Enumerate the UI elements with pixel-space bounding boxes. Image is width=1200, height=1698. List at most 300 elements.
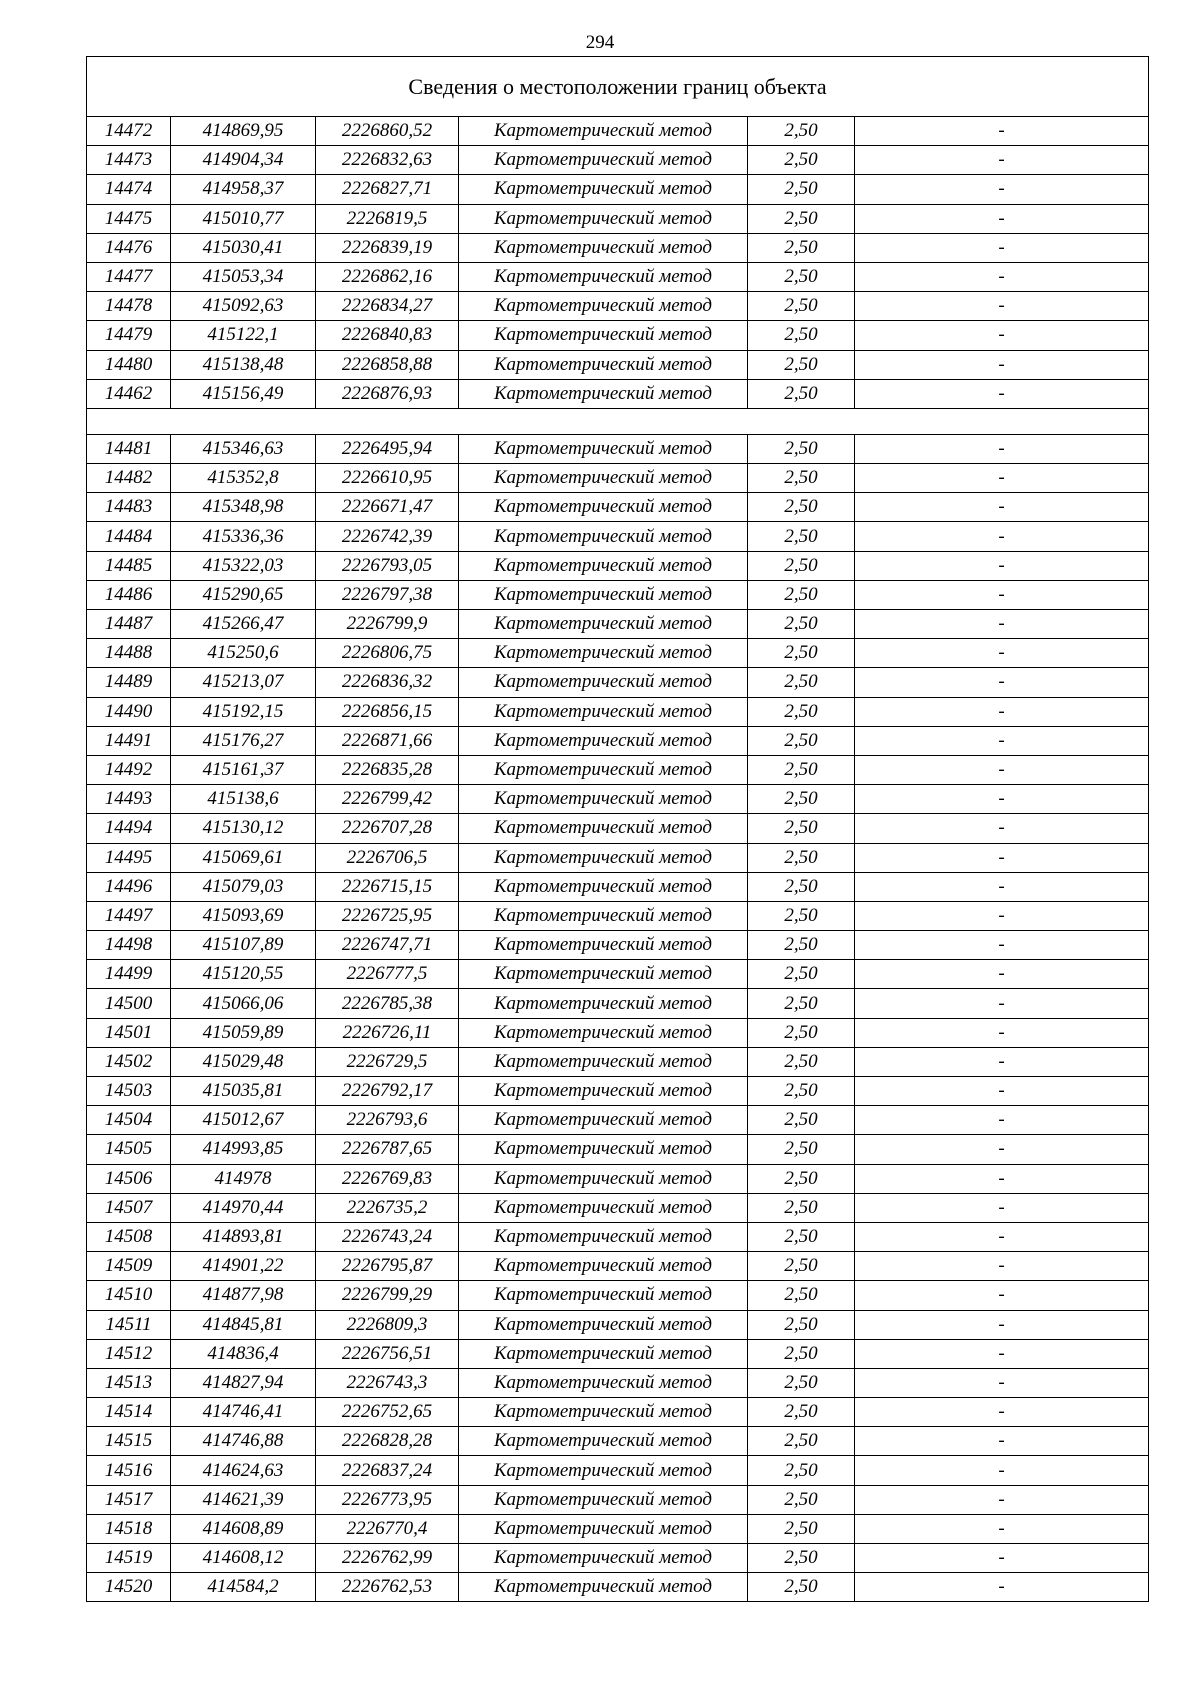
point-number-cell: 14488 — [87, 639, 171, 668]
accuracy-cell: 2,50 — [748, 755, 855, 784]
table-title: Сведения о местоположении границ объекта — [87, 57, 1149, 117]
coord-x-cell: 415336,36 — [171, 522, 316, 551]
method-cell: Картометрический метод — [459, 726, 748, 755]
coord-x-cell: 415346,63 — [171, 434, 316, 463]
method-cell: Картометрический метод — [459, 493, 748, 522]
point-number-cell: 14495 — [87, 843, 171, 872]
accuracy-cell: 2,50 — [748, 1135, 855, 1164]
point-number-cell: 14485 — [87, 551, 171, 580]
description-cell: - — [855, 1193, 1149, 1222]
method-cell: Картометрический метод — [459, 350, 748, 379]
method-cell: Картометрический метод — [459, 872, 748, 901]
accuracy-cell: 2,50 — [748, 146, 855, 175]
accuracy-cell: 2,50 — [748, 262, 855, 291]
point-number-cell: 14512 — [87, 1339, 171, 1368]
accuracy-cell: 2,50 — [748, 1368, 855, 1397]
accuracy-cell: 2,50 — [748, 1339, 855, 1368]
coord-y-cell: 2226819,5 — [316, 204, 459, 233]
coord-x-cell: 415122,1 — [171, 321, 316, 350]
point-number-cell: 14489 — [87, 668, 171, 697]
description-cell: - — [855, 146, 1149, 175]
description-cell: - — [855, 204, 1149, 233]
coord-x-cell: 414836,4 — [171, 1339, 316, 1368]
coord-x-cell: 415290,65 — [171, 580, 316, 609]
coord-y-cell: 2226610,95 — [316, 464, 459, 493]
table-row — [87, 1193, 1149, 1222]
table-row — [87, 1427, 1149, 1456]
description-cell: - — [855, 233, 1149, 262]
point-number-cell: 14494 — [87, 814, 171, 843]
accuracy-cell: 2,50 — [748, 639, 855, 668]
table-row — [87, 350, 1149, 379]
coord-y-cell: 2226495,94 — [316, 434, 459, 463]
accuracy-cell: 2,50 — [748, 175, 855, 204]
point-number-cell: 14497 — [87, 901, 171, 930]
coord-x-cell: 415130,12 — [171, 814, 316, 843]
accuracy-cell: 2,50 — [748, 379, 855, 408]
table-row — [87, 901, 1149, 930]
table-row — [87, 1164, 1149, 1193]
table-row — [87, 233, 1149, 262]
coord-y-cell: 2226856,15 — [316, 697, 459, 726]
description-cell: - — [855, 843, 1149, 872]
table-row — [87, 639, 1149, 668]
coord-x-cell: 414904,34 — [171, 146, 316, 175]
coord-x-cell: 415322,03 — [171, 551, 316, 580]
accuracy-cell: 2,50 — [748, 117, 855, 146]
point-number-cell: 14476 — [87, 233, 171, 262]
accuracy-cell: 2,50 — [748, 931, 855, 960]
accuracy-cell: 2,50 — [748, 1164, 855, 1193]
method-cell: Картометрический метод — [459, 551, 748, 580]
description-cell: - — [855, 931, 1149, 960]
point-number-cell: 14520 — [87, 1573, 171, 1602]
point-number-cell: 14462 — [87, 379, 171, 408]
coord-y-cell: 2226770,4 — [316, 1514, 459, 1543]
coord-y-cell: 2226747,71 — [316, 931, 459, 960]
method-cell: Картометрический метод — [459, 931, 748, 960]
description-cell: - — [855, 1164, 1149, 1193]
point-number-cell: 14480 — [87, 350, 171, 379]
point-number-cell: 14517 — [87, 1485, 171, 1514]
method-cell: Картометрический метод — [459, 901, 748, 930]
point-number-cell: 14500 — [87, 989, 171, 1018]
coord-y-cell: 2226793,6 — [316, 1106, 459, 1135]
coord-x-cell: 415107,89 — [171, 931, 316, 960]
coord-x-cell: 415059,89 — [171, 1018, 316, 1047]
page-number: 294 — [585, 32, 615, 53]
description-cell: - — [855, 989, 1149, 1018]
table-row — [87, 1456, 1149, 1485]
accuracy-cell: 2,50 — [748, 1310, 855, 1339]
method-cell: Картометрический метод — [459, 1368, 748, 1397]
point-number-cell: 14498 — [87, 931, 171, 960]
coord-y-cell: 2226752,65 — [316, 1398, 459, 1427]
accuracy-cell: 2,50 — [748, 1193, 855, 1222]
coord-x-cell: 415035,81 — [171, 1077, 316, 1106]
table-row — [87, 321, 1149, 350]
description-cell: - — [855, 1339, 1149, 1368]
coord-y-cell: 2226799,29 — [316, 1281, 459, 1310]
description-cell: - — [855, 785, 1149, 814]
description-cell: - — [855, 522, 1149, 551]
description-cell: - — [855, 262, 1149, 291]
table-row — [87, 175, 1149, 204]
description-cell: - — [855, 1106, 1149, 1135]
point-number-cell: 14511 — [87, 1310, 171, 1339]
point-number-cell: 14477 — [87, 262, 171, 291]
accuracy-cell: 2,50 — [748, 697, 855, 726]
coord-y-cell: 2226725,95 — [316, 901, 459, 930]
coord-y-cell: 2226773,95 — [316, 1485, 459, 1514]
table-row — [87, 551, 1149, 580]
method-cell: Картометрический метод — [459, 1018, 748, 1047]
accuracy-cell: 2,50 — [748, 1485, 855, 1514]
coord-x-cell: 414746,41 — [171, 1398, 316, 1427]
method-cell: Картометрический метод — [459, 668, 748, 697]
description-cell: - — [855, 1514, 1149, 1543]
accuracy-cell: 2,50 — [748, 1047, 855, 1076]
table-row — [87, 1485, 1149, 1514]
method-cell: Картометрический метод — [459, 1106, 748, 1135]
table-row — [87, 1398, 1149, 1427]
table-row — [87, 755, 1149, 784]
coord-y-cell: 2226715,15 — [316, 872, 459, 901]
coord-y-cell: 2226743,3 — [316, 1368, 459, 1397]
coord-x-cell: 414893,81 — [171, 1222, 316, 1251]
description-cell: - — [855, 1077, 1149, 1106]
accuracy-cell: 2,50 — [748, 1398, 855, 1427]
coord-x-cell: 414869,95 — [171, 117, 316, 146]
method-cell: Картометрический метод — [459, 1252, 748, 1281]
point-number-cell: 14496 — [87, 872, 171, 901]
accuracy-cell: 2,50 — [748, 785, 855, 814]
coord-y-cell: 2226762,53 — [316, 1573, 459, 1602]
method-cell: Картометрический метод — [459, 1281, 748, 1310]
coord-y-cell: 2226834,27 — [316, 292, 459, 321]
point-number-cell: 14493 — [87, 785, 171, 814]
coord-y-cell: 2226862,16 — [316, 262, 459, 291]
point-number-cell: 14481 — [87, 434, 171, 463]
description-cell: - — [855, 175, 1149, 204]
point-number-cell: 14515 — [87, 1427, 171, 1456]
method-cell: Картометрический метод — [459, 1544, 748, 1573]
coord-x-cell: 415029,48 — [171, 1047, 316, 1076]
accuracy-cell: 2,50 — [748, 668, 855, 697]
coord-x-cell: 415069,61 — [171, 843, 316, 872]
accuracy-cell: 2,50 — [748, 350, 855, 379]
table-row — [87, 146, 1149, 175]
table-row — [87, 464, 1149, 493]
method-cell: Картометрический метод — [459, 843, 748, 872]
accuracy-cell: 2,50 — [748, 843, 855, 872]
coord-x-cell: 415213,07 — [171, 668, 316, 697]
point-number-cell: 14501 — [87, 1018, 171, 1047]
point-number-cell: 14505 — [87, 1135, 171, 1164]
table-row — [87, 204, 1149, 233]
table-row — [87, 610, 1149, 639]
description-cell: - — [855, 434, 1149, 463]
accuracy-cell: 2,50 — [748, 1252, 855, 1281]
coord-x-cell: 415010,77 — [171, 204, 316, 233]
method-cell: Картометрический метод — [459, 1135, 748, 1164]
point-number-cell: 14492 — [87, 755, 171, 784]
coord-y-cell: 2226671,47 — [316, 493, 459, 522]
coord-y-cell: 2226743,24 — [316, 1222, 459, 1251]
table-row — [87, 668, 1149, 697]
accuracy-cell: 2,50 — [748, 204, 855, 233]
method-cell: Картометрический метод — [459, 321, 748, 350]
point-number-cell: 14499 — [87, 960, 171, 989]
description-cell: - — [855, 1368, 1149, 1397]
table-row — [87, 434, 1149, 463]
accuracy-cell: 2,50 — [748, 551, 855, 580]
description-cell: - — [855, 379, 1149, 408]
point-number-cell: 14491 — [87, 726, 171, 755]
coord-x-cell: 415348,98 — [171, 493, 316, 522]
coord-y-cell: 2226797,38 — [316, 580, 459, 609]
accuracy-cell: 2,50 — [748, 1077, 855, 1106]
table-row — [87, 1252, 1149, 1281]
accuracy-cell: 2,50 — [748, 872, 855, 901]
method-cell: Картометрический метод — [459, 1456, 748, 1485]
description-cell: - — [855, 960, 1149, 989]
coord-x-cell: 414584,2 — [171, 1573, 316, 1602]
method-cell: Картометрический метод — [459, 379, 748, 408]
description-cell: - — [855, 755, 1149, 784]
table-row — [87, 785, 1149, 814]
point-number-cell: 14508 — [87, 1222, 171, 1251]
accuracy-cell: 2,50 — [748, 493, 855, 522]
table-row — [87, 292, 1149, 321]
coord-x-cell: 414970,44 — [171, 1193, 316, 1222]
accuracy-cell: 2,50 — [748, 292, 855, 321]
accuracy-cell: 2,50 — [748, 1018, 855, 1047]
point-number-cell: 14486 — [87, 580, 171, 609]
coord-y-cell: 2226777,5 — [316, 960, 459, 989]
table-row — [87, 262, 1149, 291]
method-cell: Картометрический метод — [459, 434, 748, 463]
method-cell: Картометрический метод — [459, 1164, 748, 1193]
coord-x-cell: 414901,22 — [171, 1252, 316, 1281]
coord-x-cell: 414624,63 — [171, 1456, 316, 1485]
method-cell: Картометрический метод — [459, 522, 748, 551]
coord-y-cell: 2226871,66 — [316, 726, 459, 755]
table-row — [87, 1281, 1149, 1310]
description-cell: - — [855, 1398, 1149, 1427]
coord-y-cell: 2226832,63 — [316, 146, 459, 175]
contour-separator — [87, 408, 1149, 434]
method-cell: Картометрический метод — [459, 262, 748, 291]
coord-x-cell: 414877,98 — [171, 1281, 316, 1310]
accuracy-cell: 2,50 — [748, 1514, 855, 1543]
description-cell: - — [855, 1310, 1149, 1339]
contour-separator-row — [87, 408, 1149, 434]
coord-x-cell: 415250,6 — [171, 639, 316, 668]
method-cell: Картометрический метод — [459, 146, 748, 175]
point-number-cell: 14472 — [87, 117, 171, 146]
table-row — [87, 1135, 1149, 1164]
accuracy-cell: 2,50 — [748, 1544, 855, 1573]
table-row — [87, 522, 1149, 551]
method-cell: Картометрический метод — [459, 292, 748, 321]
coord-y-cell: 2226707,28 — [316, 814, 459, 843]
description-cell: - — [855, 1252, 1149, 1281]
table-row — [87, 989, 1149, 1018]
table-row — [87, 1077, 1149, 1106]
table-row — [87, 960, 1149, 989]
coord-y-cell: 2226837,24 — [316, 1456, 459, 1485]
point-number-cell: 14513 — [87, 1368, 171, 1397]
method-cell: Картометрический метод — [459, 639, 748, 668]
method-cell: Картометрический метод — [459, 697, 748, 726]
coord-x-cell: 415176,27 — [171, 726, 316, 755]
accuracy-cell: 2,50 — [748, 989, 855, 1018]
boundary-coordinates-table — [86, 56, 1149, 1602]
method-cell: Картометрический метод — [459, 1514, 748, 1543]
point-number-cell: 14474 — [87, 175, 171, 204]
coord-x-cell: 415053,34 — [171, 262, 316, 291]
accuracy-cell: 2,50 — [748, 1222, 855, 1251]
description-cell: - — [855, 726, 1149, 755]
coord-x-cell: 415012,67 — [171, 1106, 316, 1135]
coord-x-cell: 414746,88 — [171, 1427, 316, 1456]
description-cell: - — [855, 1573, 1149, 1602]
table-row — [87, 843, 1149, 872]
method-cell: Картометрический метод — [459, 814, 748, 843]
description-cell: - — [855, 697, 1149, 726]
coord-x-cell: 415156,49 — [171, 379, 316, 408]
coord-x-cell: 414845,81 — [171, 1310, 316, 1339]
method-cell: Картометрический метод — [459, 1222, 748, 1251]
accuracy-cell: 2,50 — [748, 233, 855, 262]
coord-x-cell: 415092,63 — [171, 292, 316, 321]
table-title-row — [87, 57, 1149, 117]
method-cell: Картометрический метод — [459, 785, 748, 814]
description-cell: - — [855, 610, 1149, 639]
accuracy-cell: 2,50 — [748, 1456, 855, 1485]
description-cell: - — [855, 292, 1149, 321]
coord-x-cell: 415192,15 — [171, 697, 316, 726]
coord-x-cell: 415161,37 — [171, 755, 316, 784]
coord-x-cell: 414608,89 — [171, 1514, 316, 1543]
method-cell: Картометрический метод — [459, 1193, 748, 1222]
coord-x-cell: 415138,48 — [171, 350, 316, 379]
accuracy-cell: 2,50 — [748, 522, 855, 551]
method-cell: Картометрический метод — [459, 580, 748, 609]
description-cell: - — [855, 321, 1149, 350]
description-cell: - — [855, 1222, 1149, 1251]
table-row — [87, 697, 1149, 726]
point-number-cell: 14483 — [87, 493, 171, 522]
coord-x-cell: 414993,85 — [171, 1135, 316, 1164]
coord-y-cell: 2226706,5 — [316, 843, 459, 872]
description-cell: - — [855, 551, 1149, 580]
coord-x-cell: 415093,69 — [171, 901, 316, 930]
table-row — [87, 1310, 1149, 1339]
accuracy-cell: 2,50 — [748, 464, 855, 493]
table-row — [87, 814, 1149, 843]
table-row — [87, 872, 1149, 901]
coord-y-cell: 2226795,87 — [316, 1252, 459, 1281]
description-cell: - — [855, 493, 1149, 522]
description-cell: - — [855, 350, 1149, 379]
method-cell: Картометрический метод — [459, 464, 748, 493]
coord-x-cell: 414608,12 — [171, 1544, 316, 1573]
method-cell: Картометрический метод — [459, 1077, 748, 1106]
point-number-cell: 14479 — [87, 321, 171, 350]
point-number-cell: 14507 — [87, 1193, 171, 1222]
point-number-cell: 14473 — [87, 146, 171, 175]
point-number-cell: 14516 — [87, 1456, 171, 1485]
coord-y-cell: 2226840,83 — [316, 321, 459, 350]
point-number-cell: 14490 — [87, 697, 171, 726]
method-cell: Картометрический метод — [459, 175, 748, 204]
coord-y-cell: 2226836,32 — [316, 668, 459, 697]
table-row — [87, 1047, 1149, 1076]
coord-y-cell: 2226729,5 — [316, 1047, 459, 1076]
point-number-cell: 14506 — [87, 1164, 171, 1193]
description-cell: - — [855, 117, 1149, 146]
method-cell: Картометрический метод — [459, 610, 748, 639]
table-body — [87, 57, 1149, 1602]
description-cell: - — [855, 1485, 1149, 1514]
method-cell: Картометрический метод — [459, 117, 748, 146]
point-number-cell: 14514 — [87, 1398, 171, 1427]
accuracy-cell: 2,50 — [748, 610, 855, 639]
method-cell: Картометрический метод — [459, 989, 748, 1018]
table-row — [87, 580, 1149, 609]
coord-y-cell: 2226769,83 — [316, 1164, 459, 1193]
coord-x-cell: 415138,6 — [171, 785, 316, 814]
point-number-cell: 14503 — [87, 1077, 171, 1106]
description-cell: - — [855, 639, 1149, 668]
coord-x-cell: 414958,37 — [171, 175, 316, 204]
description-cell: - — [855, 1281, 1149, 1310]
description-cell: - — [855, 1018, 1149, 1047]
table-row — [87, 1339, 1149, 1368]
method-cell: Картометрический метод — [459, 1485, 748, 1514]
coord-x-cell: 415079,03 — [171, 872, 316, 901]
coord-y-cell: 2226839,19 — [316, 233, 459, 262]
accuracy-cell: 2,50 — [748, 901, 855, 930]
accuracy-cell: 2,50 — [748, 1281, 855, 1310]
coord-y-cell: 2226762,99 — [316, 1544, 459, 1573]
method-cell: Картометрический метод — [459, 1573, 748, 1602]
accuracy-cell: 2,50 — [748, 321, 855, 350]
table-row — [87, 1544, 1149, 1573]
coord-y-cell: 2226792,17 — [316, 1077, 459, 1106]
description-cell: - — [855, 901, 1149, 930]
accuracy-cell: 2,50 — [748, 814, 855, 843]
coord-y-cell: 2226809,3 — [316, 1310, 459, 1339]
accuracy-cell: 2,50 — [748, 1573, 855, 1602]
method-cell: Картометрический метод — [459, 1339, 748, 1368]
accuracy-cell: 2,50 — [748, 726, 855, 755]
table-row — [87, 117, 1149, 146]
table-row — [87, 493, 1149, 522]
point-number-cell: 14509 — [87, 1252, 171, 1281]
description-cell: - — [855, 464, 1149, 493]
point-number-cell: 14504 — [87, 1106, 171, 1135]
coord-y-cell: 2226742,39 — [316, 522, 459, 551]
point-number-cell: 14482 — [87, 464, 171, 493]
table-row — [87, 1368, 1149, 1397]
description-cell: - — [855, 668, 1149, 697]
coord-x-cell: 415120,55 — [171, 960, 316, 989]
coord-y-cell: 2226827,71 — [316, 175, 459, 204]
method-cell: Картометрический метод — [459, 960, 748, 989]
